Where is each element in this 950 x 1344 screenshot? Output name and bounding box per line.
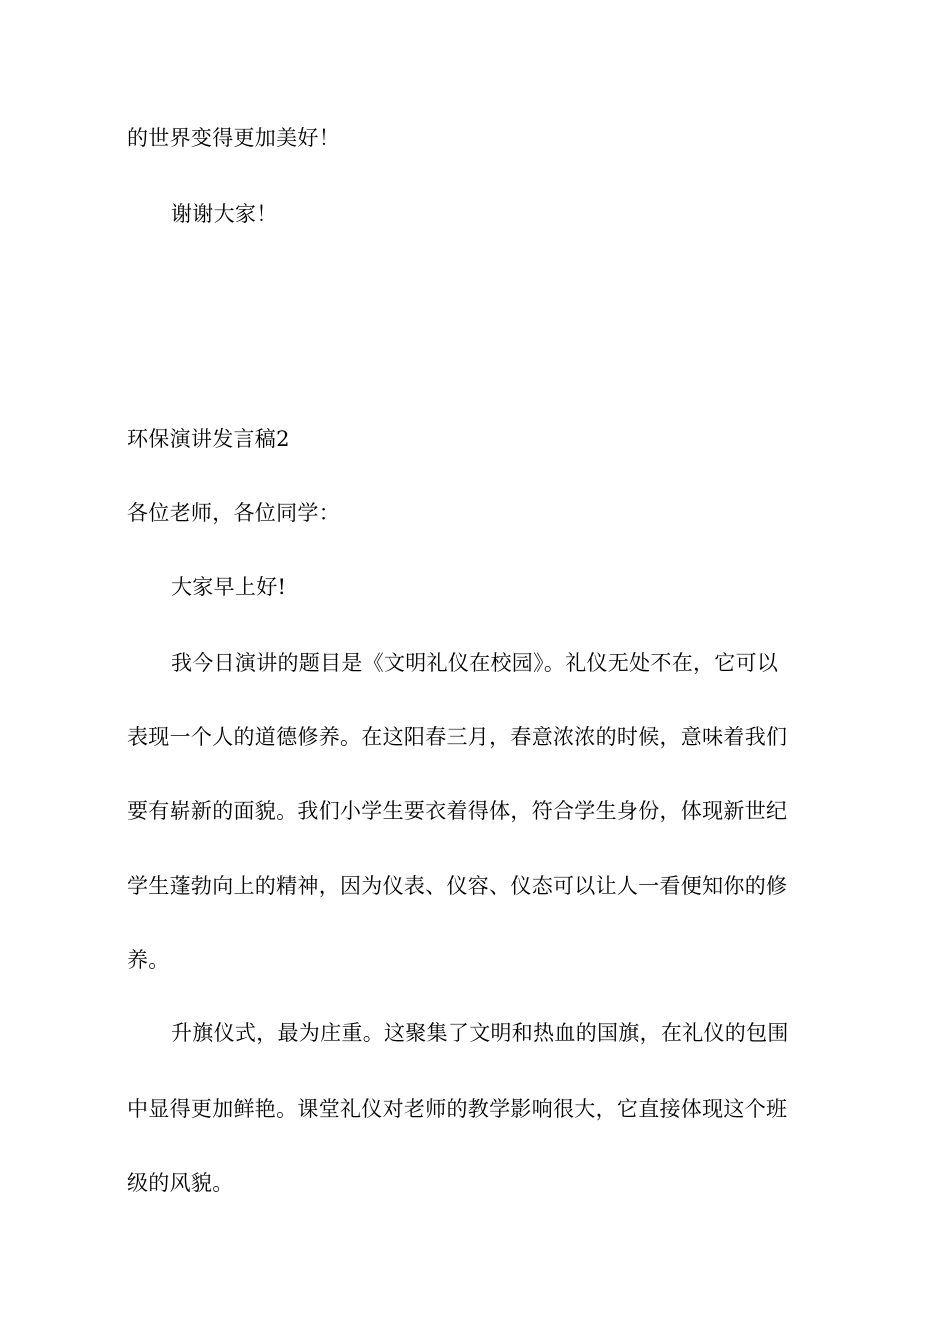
paragraph-line: 我今日演讲的题目是《文明礼仪在校园》。礼仪无处不在，它可以 — [171, 651, 779, 675]
paragraph-line: 养。 — [127, 948, 170, 972]
paragraph-line: 表现一个人的道德修养。在这阳春三月，春意浓浓的时候，意味着我们 — [127, 725, 788, 749]
salutation: 各位老师，各位同学： — [127, 501, 340, 525]
paragraph-line: 升旗仪式，最为庄重。这聚集了文明和热血的国旗，在礼仪的包围 — [171, 1021, 789, 1045]
paragraph-line: 级的风貌。 — [127, 1171, 234, 1195]
paragraph-line: 要有崭新的面貌。我们小学生要衣着得体，符合学生身份，体现新世纪 — [127, 799, 788, 823]
text-line: 的世界变得更加美好！ — [127, 126, 340, 150]
paragraph-line: 中显得更加鲜艳。课堂礼仪对老师的教学影响很大，它直接体现这个班 — [127, 1097, 788, 1121]
section-title: 环保演讲发言稿2 — [127, 427, 290, 451]
paragraph-line: 学生蓬勃向上的精神，因为仪表、仪容、仪态可以让人一看便知你的修 — [127, 874, 788, 898]
greeting: 大家早上好! — [171, 575, 287, 599]
closing-line: 谢谢大家！ — [171, 202, 278, 226]
